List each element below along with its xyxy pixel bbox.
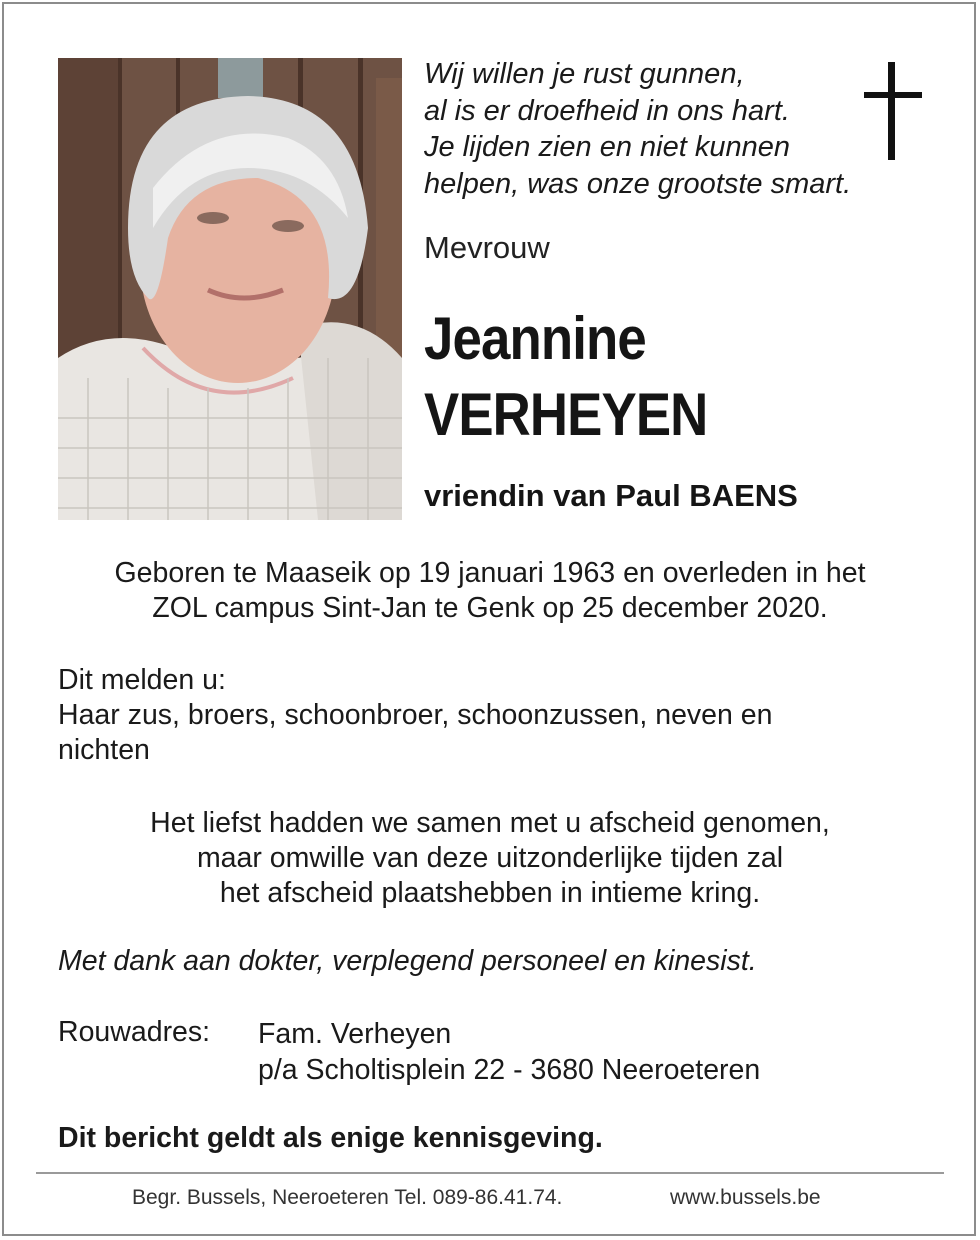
cross-icon [864,62,922,160]
announce-family: Haar zus, broers, schoonbroer, schoonzussen, neven en [58,699,773,731]
first-name: Jeannine [424,305,646,372]
mourning-address [258,1016,760,1088]
poem [424,56,904,202]
farewell-message [40,806,940,911]
website-link[interactable]: www.bussels.be [670,1186,821,1209]
announce-intro: Dit melden u: [58,664,226,696]
farewell-line: Het liefst hadden we samen met u afscheid genomen, [150,807,830,839]
poem-line: Wij willen je rust gunnen, [424,58,745,90]
farewell-line: het afscheid plaatshebben in intieme kring. [219,877,761,909]
birth-death-details [40,556,940,626]
announce-family-cont: nichten [58,734,150,766]
thanks-line: Met dank aan dokter, verplegend personeel en kinesist. [58,945,757,977]
undertaker-info: Begr. Bussels, Neeroeteren Tel. 089-86.41.74. [132,1186,563,1209]
address-street: p/a Scholtisplein 22 - 3680 Neeroeteren [258,1054,761,1086]
address-label: Rouwadres: [58,1016,211,1048]
last-name: VERHEYEN [424,381,708,448]
announcers [58,663,938,768]
death-line: ZOL campus Sint-Jan te Genk op 25 december 2020. [152,592,828,624]
portrait-photo [58,58,402,520]
birth-line: Geboren te Maaseik op 19 januari 1963 en overleden in het [114,557,866,589]
honorific: Mevrouw [424,230,550,265]
relation: vriendin van Paul BAENS [424,478,798,513]
notice-line: Dit bericht geldt als enige kennisgeving. [58,1122,603,1154]
poem-line: al is er droefheid in ons hart. [424,94,790,127]
footer-divider [36,1172,944,1174]
address-name: Fam. Verheyen [258,1018,452,1050]
poem-line: helpen, was onze grootste smart. [424,167,852,200]
farewell-line: maar omwille van deze uitzonderlijke tijden zal [196,842,784,874]
poem-line: Je lijden zien en niet kunnen [424,131,790,163]
